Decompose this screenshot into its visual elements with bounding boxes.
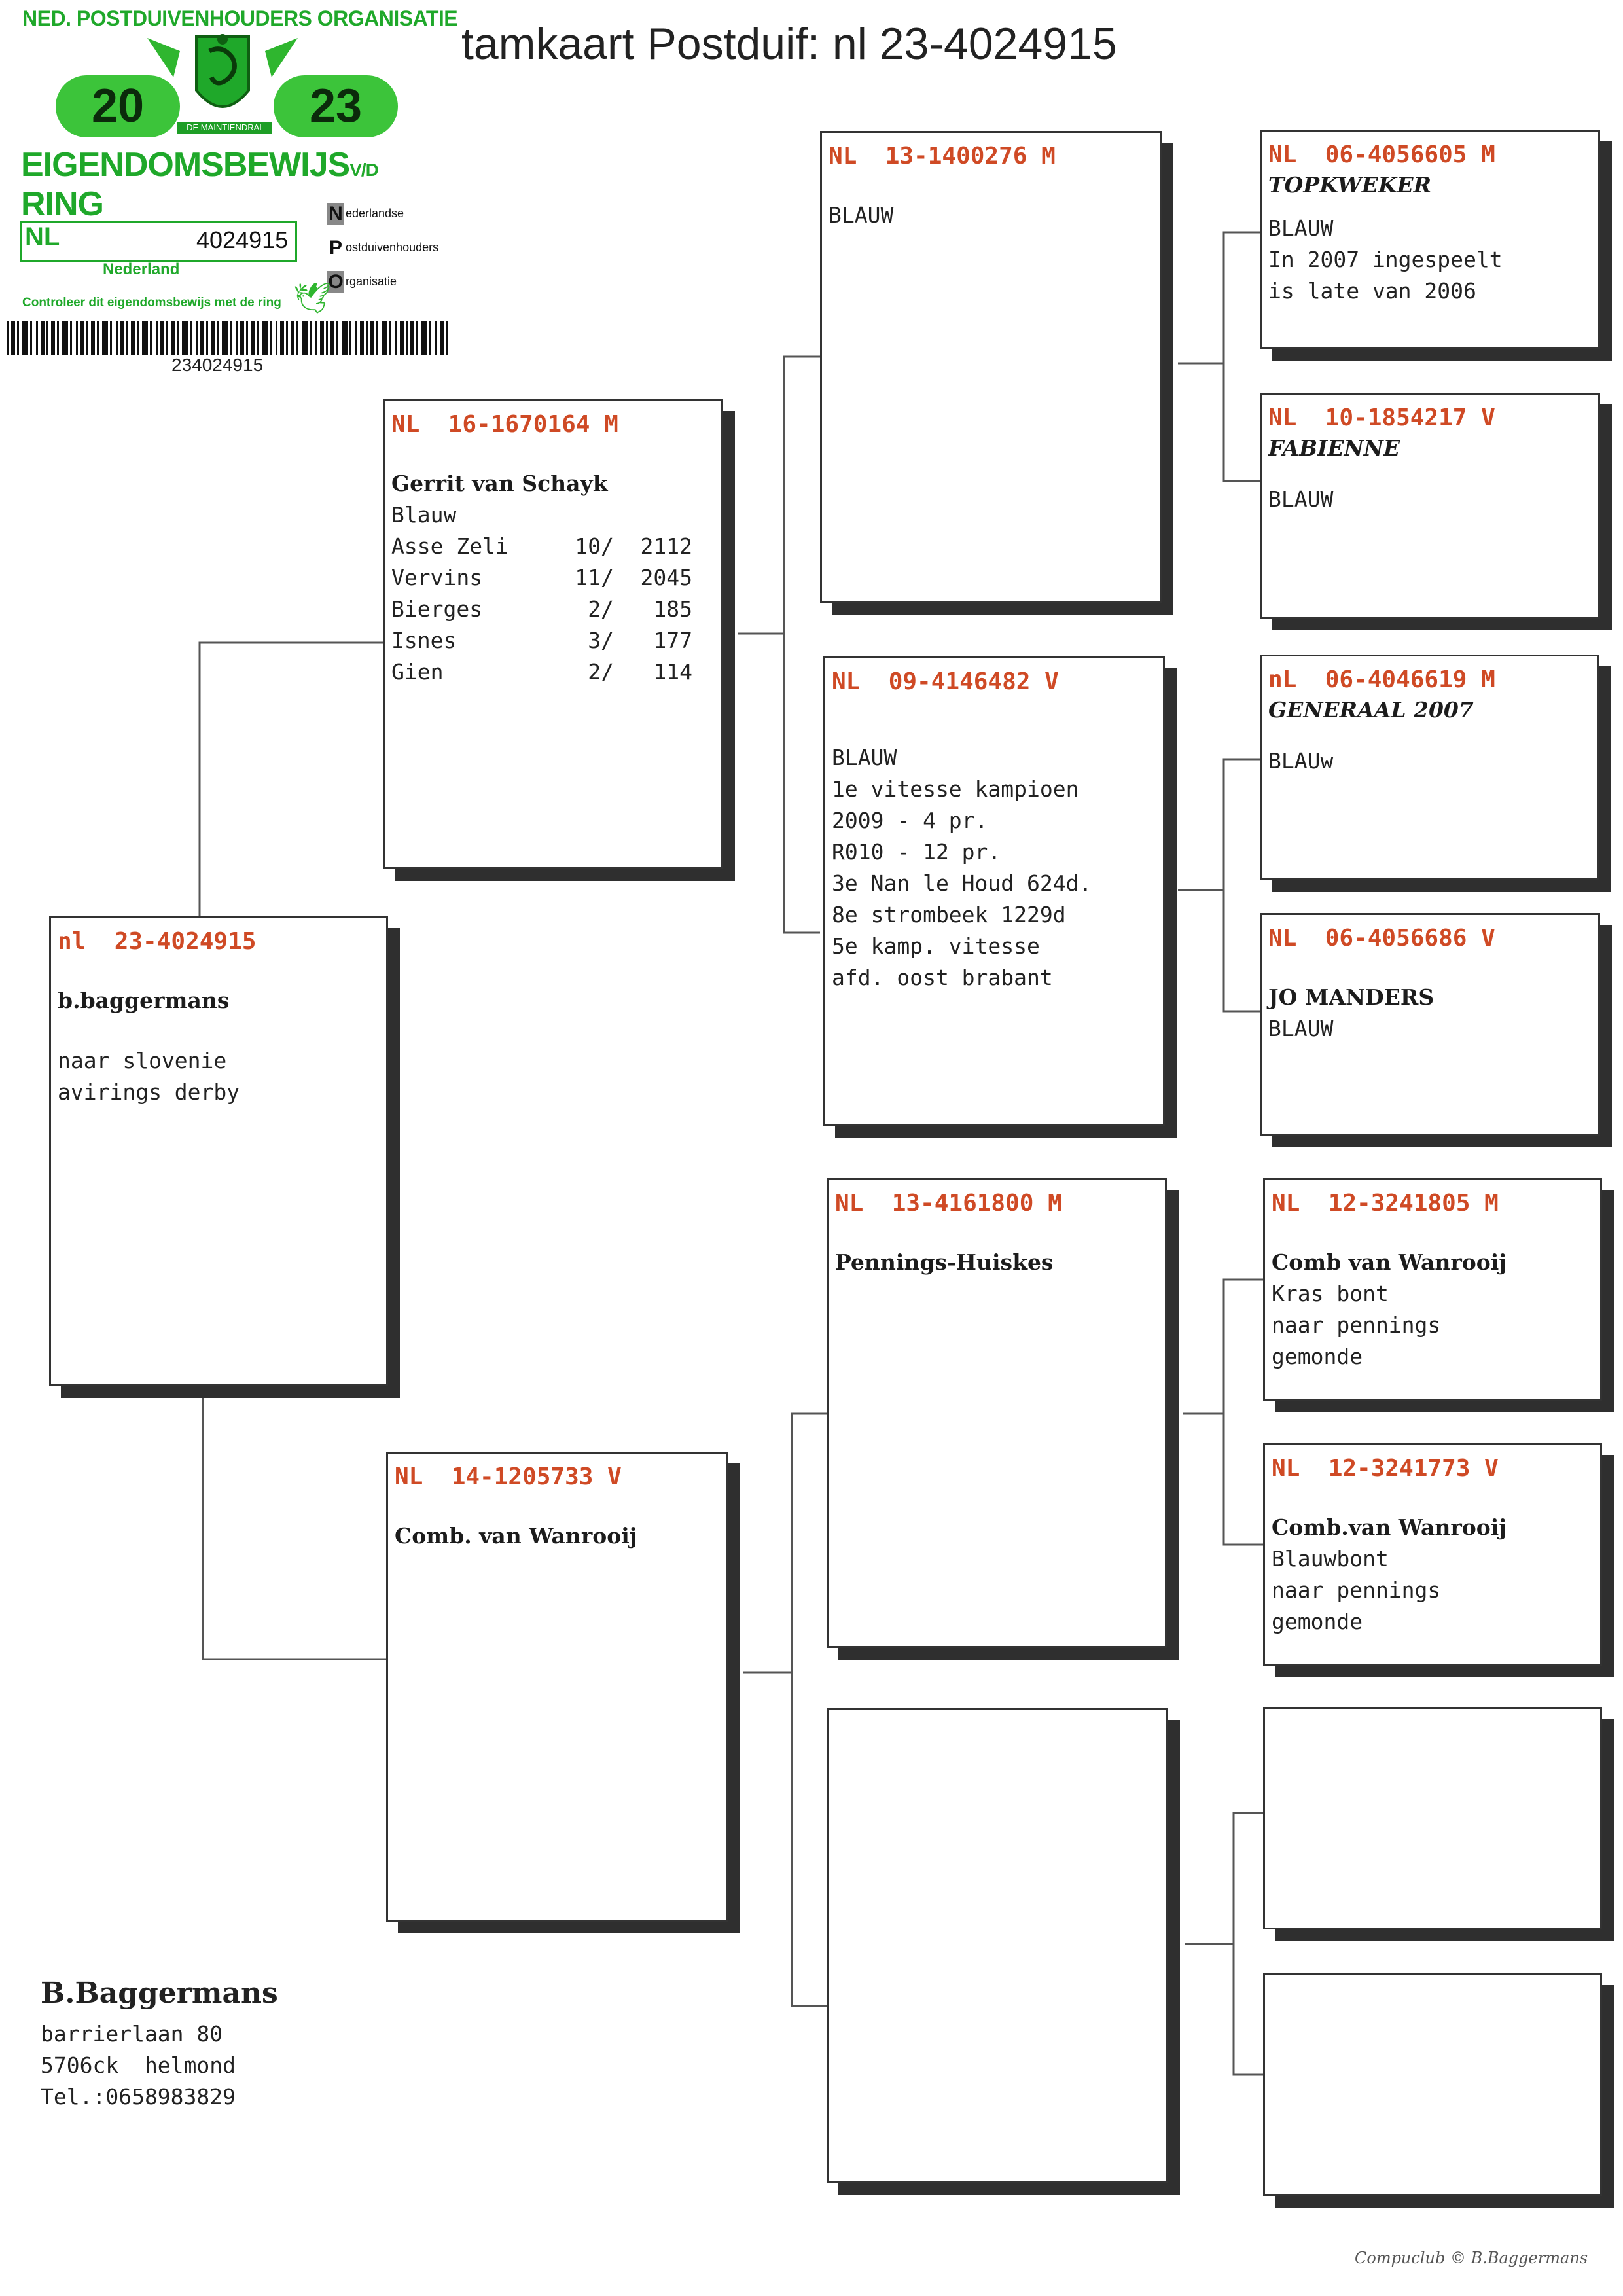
gg-line: In 2007 ingespeelt (1268, 247, 1503, 272)
gg-line: is late van 2006 (1268, 278, 1476, 304)
barcode-number: 234024915 (171, 355, 264, 375)
sire-card (383, 399, 723, 869)
sire-sire-card (820, 131, 1162, 603)
gg-line: gemonde (1272, 1609, 1363, 1634)
npo-line-o: O rganisatie (328, 271, 397, 293)
npo-line-p: Postduivenhouders (329, 237, 439, 259)
subject-pigeon-card (49, 916, 388, 1386)
owner-city: 5706ck helmond (41, 2053, 236, 2078)
sire-result-row: Vervins 11/ 2045 (391, 565, 692, 590)
certificate-check-text: Controleer dit eigendomsbewijs met de ring (22, 296, 281, 310)
gg-name: FABIENNE (1268, 435, 1400, 461)
sire-dam-card (823, 656, 1165, 1126)
gg-name: Comb.van Wanrooij (1272, 1515, 1507, 1540)
gg-sire-sire-dam-card (1260, 393, 1600, 619)
certificate-org: NED. POSTDUIVENHOUDERS ORGANISATIE (22, 7, 458, 30)
gg-line: gemonde (1272, 1344, 1363, 1369)
sire-result-row: Asse Zeli 10/ 2112 (391, 533, 692, 559)
dam-card (386, 1452, 728, 1922)
subject-name: b.baggermans (58, 988, 230, 1013)
certificate-year-right: 23 (274, 75, 398, 137)
sire-dam-line: 2009 - 4 pr. (832, 808, 988, 833)
sire-dam-ring: NL 09-4146482 V (832, 668, 1059, 695)
sire-dam-line: R010 - 12 pr. (832, 839, 1001, 865)
gg-line: BLAUW (1268, 215, 1334, 241)
dam-sire-ring: NL 13-4161800 M (835, 1190, 1062, 1217)
gg-line: naar pennings (1272, 1312, 1441, 1338)
owner-street: barrierlaan 80 (41, 2021, 223, 2047)
gg-sire-sire-sire-card (1260, 130, 1600, 349)
sire-sire-ring: NL 13-1400276 M (829, 143, 1056, 170)
sire-dam-line: BLAUW (832, 745, 897, 770)
certificate-year-left: 20 (56, 75, 180, 137)
gg-line: Kras bont (1272, 1281, 1389, 1306)
sire-color: Blauw (391, 502, 457, 528)
gg-line: BLAUW (1268, 486, 1334, 512)
gg-empty-card (1263, 1973, 1602, 2196)
sire-result-row: Bierges 2/ 185 (391, 596, 692, 622)
gg-name: TOPKWEKER (1268, 172, 1432, 198)
gg-ring: NL 06-4056605 M (1268, 141, 1495, 168)
sire-sire-line: BLAUW (829, 202, 894, 228)
certificate-title: EIGENDOMSBEWIJSV/D RING (21, 146, 378, 223)
sire-dam-line: 8e strombeek 1229d (832, 902, 1066, 927)
gg-ring: NL 10-1854217 V (1268, 404, 1495, 431)
gg-line: naar pennings (1272, 1577, 1441, 1603)
sire-dam-line: afd. oost brabant (832, 965, 1053, 990)
owner-name: B.Baggermans (41, 1977, 278, 2010)
gg-name: Comb van Wanrooij (1272, 1249, 1507, 1275)
subject-line: avirings derby (58, 1079, 240, 1105)
footer-credit: Compuclub © B.Baggermans (1355, 2249, 1588, 2267)
gg-line: BLAUW (1268, 1016, 1334, 1041)
sire-dam-line: 1e vitesse kampioen (832, 776, 1079, 802)
certificate-country-code: NL (25, 223, 60, 251)
npo-line-n: N ederlandse (327, 203, 404, 225)
certificate-motto: DE MAINTIENDRAI (177, 122, 272, 134)
gg-ring: NL 12-3241805 M (1272, 1190, 1499, 1217)
dove-icon: 🕊 (293, 280, 332, 315)
owner-phone: Tel.:0658983829 (41, 2084, 236, 2109)
gg-name: GENERAAL 2007 (1268, 697, 1474, 723)
sire-name: Gerrit van Schayk (391, 471, 608, 496)
sire-result-row: Gien 2/ 114 (391, 659, 692, 685)
subject-ring: nl 23-4024915 (58, 928, 257, 955)
subject-line: naar slovenie (58, 1048, 227, 1073)
certificate-ring-number: 4024915 (196, 226, 289, 253)
sire-dam-line: 3e Nan le Houd 624d. (832, 870, 1092, 896)
dam-ring: NL 14-1205733 V (395, 1463, 622, 1490)
gg-dam-sire-dam-card (1263, 1443, 1602, 1666)
sire-result-row: Isnes 3/ 177 (391, 628, 692, 653)
gg-sire-dam-dam-card (1260, 913, 1600, 1136)
certificate-country: Nederland (103, 260, 180, 278)
dam-sire-card (827, 1178, 1167, 1648)
sire-dam-line: 5e kamp. vitesse (832, 933, 1040, 959)
gg-sire-dam-sire-card (1260, 655, 1599, 880)
page-title: tamkaart Postduif: nl 23-4024915 (461, 19, 1117, 69)
gg-line: Blauwbont (1272, 1546, 1389, 1571)
dam-sire-name: Pennings-Huiskes (835, 1249, 1054, 1275)
gg-ring: NL 12-3241773 V (1272, 1455, 1499, 1482)
gg-dam-sire-sire-card (1263, 1178, 1602, 1401)
gg-empty-card (1263, 1707, 1602, 1929)
dam-dam-card-empty (827, 1708, 1168, 2183)
gg-ring: nL 06-4046619 M (1268, 666, 1495, 693)
gg-line: BLAUw (1268, 748, 1334, 774)
gg-name: JO MANDERS (1268, 984, 1435, 1010)
gg-ring: NL 06-4056686 V (1268, 925, 1495, 952)
dam-name: Comb. van Wanrooij (395, 1523, 637, 1549)
sire-ring: NL 16-1670164 M (391, 411, 618, 438)
